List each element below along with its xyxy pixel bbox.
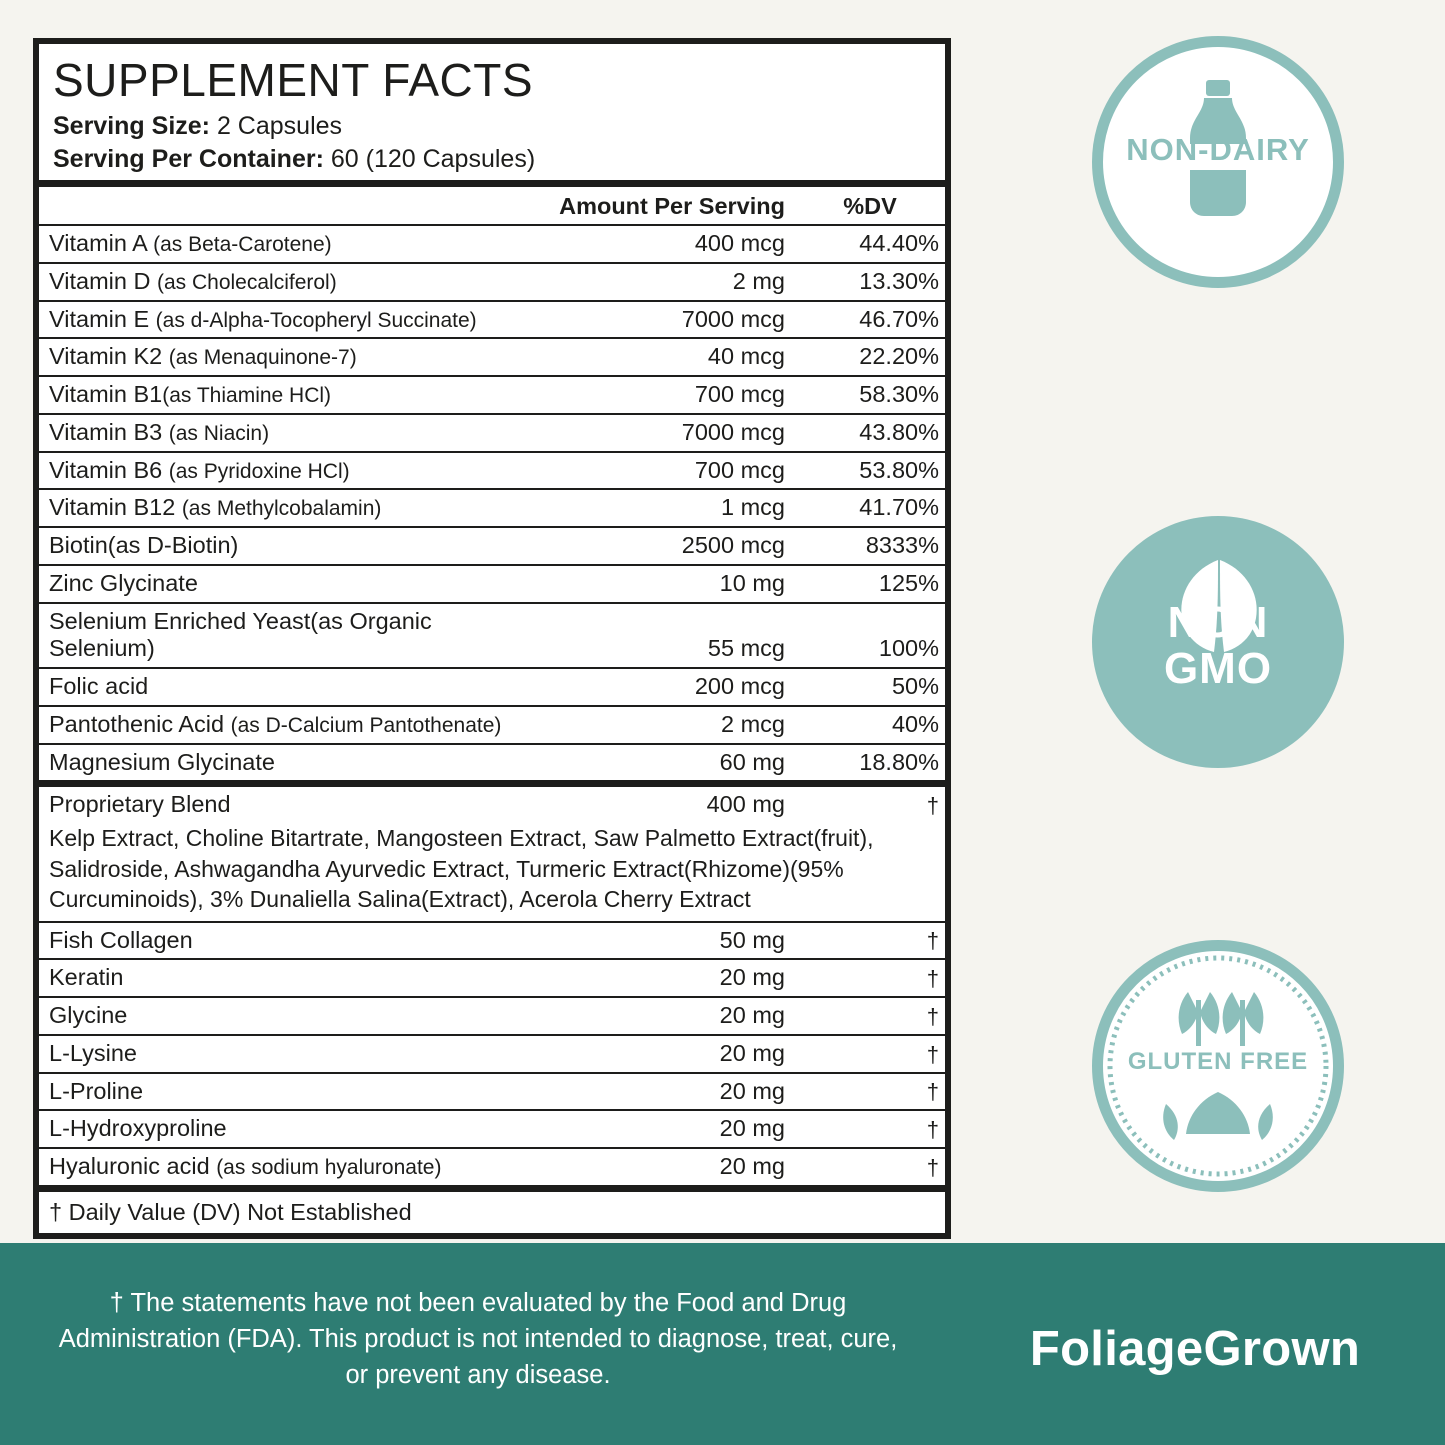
col-header-amount: Amount Per Serving [549,187,791,225]
nutrient-name [39,452,549,490]
nutrient-sub: (as Methylcobalamin) [181,497,382,521]
nutrient-label: Hyaluronic acid [49,1152,210,1179]
nutrient-dv: 44.40% [791,225,945,263]
table-row [39,263,945,301]
facts-header [39,44,945,187]
nutrient-name [39,959,549,997]
nutrient-label: Vitamin B12 [49,494,176,521]
blend-description: Kelp Extract, Choline Bitartrate, Mangosteen Extract, Saw Palmetto Extract(fruit), Salidroside, Ashwagandha Ayurvedic Extract, Turmeric Extract(Rhizome)(95% Curcuminoids), 3% Dunaliella Salina(Extract), Acerola Cherry Extract [39,821,945,922]
nutrient-name [39,1148,549,1188]
nutrient-name [39,301,549,339]
fda-disclaimer: † The statements have not been evaluated by the Food and Drug Administration (FDA). This product is not intended to diagnose, treat, cure, or prevent any disease. [58,1289,898,1390]
nutrient-label: Vitamin K2 [49,343,163,370]
blend-name: Proprietary Blend [39,784,549,821]
table-header-row [39,187,945,225]
nutrient-name [39,706,549,744]
table-row [39,1073,945,1111]
serving-size-line [53,110,931,143]
nutrient-dv: 100% [791,603,945,668]
nutrient-dv: 58.30% [791,376,945,414]
nutrient-label: Pantothenic Acid [49,710,225,737]
nutrient-dv: 53.80% [791,452,945,490]
nutrient-amount: 10 mg [549,565,791,603]
proprietary-blend-row [39,784,945,821]
nutrition-table [39,187,945,1233]
nutrient-name [39,922,549,960]
nutrient-amount: 700 mcg [549,452,791,490]
nutrient-amount: 20 mg [549,1110,791,1148]
footnote-text: † Daily Value (DV) Not Established [39,1188,945,1233]
badge-gluten-free [1092,940,1344,1192]
table-row [39,338,945,376]
nutrient-dv: 125% [791,565,945,603]
nutrient-amount: 400 mcg [549,225,791,263]
nutrient-dv: † [791,1148,945,1188]
nutrient-amount: 20 mg [549,1035,791,1073]
nutrient-label: Fish Collagen [49,926,193,953]
serving-per-container-value: 60 (120 Capsules) [330,145,536,174]
page-title: SUPPLEMENT FACTS [53,54,534,106]
badge-label: GLUTEN FREE [1127,1048,1309,1075]
nutrient-amount: 20 mg [549,959,791,997]
nutrient-amount: 2500 mcg [549,527,791,565]
table-row [39,706,945,744]
nutrient-amount: 20 mg [549,1148,791,1188]
nutrient-name [39,1035,549,1073]
footer-band [0,1243,1445,1445]
nutrient-name [39,376,549,414]
badge-non-dairy [1092,36,1344,288]
nutrient-name [39,1110,549,1148]
nutrient-name [39,263,549,301]
nutrient-dv: 40% [791,706,945,744]
proprietary-blend-description-row [39,821,945,922]
nutrient-label: Keratin [49,964,124,991]
table-row [39,414,945,452]
table-row [39,744,945,784]
nutrient-amount: 7000 mcg [549,414,791,452]
badge-non-gmo [1092,516,1344,768]
serving-per-container-label: Serving Per Container: [53,145,324,174]
nutrient-dv: 13.30% [791,263,945,301]
nutrient-amount: 2 mcg [549,706,791,744]
table-row [39,997,945,1035]
table-row [39,603,945,668]
table-row [39,452,945,490]
serving-per-container-line [53,143,931,176]
nutrient-dv: † [791,959,945,997]
nutrient-sub: (as Beta-Carotene) [153,233,332,257]
nutrient-name [39,997,549,1035]
nutrient-sub: (as d-Alpha-Tocopheryl Succinate) [155,308,477,332]
nutrient-name [39,489,549,527]
table-row [39,301,945,339]
footnote-row [39,1188,945,1233]
nutrient-amount: 200 mcg [549,668,791,706]
nutrient-dv: † [791,922,945,960]
table-row [39,1110,945,1148]
nutrient-dv: 22.20% [791,338,945,376]
nutrient-amount: 20 mg [549,1073,791,1111]
nutrient-amount: 1 mcg [549,489,791,527]
nutrient-amount: 2 mg [549,263,791,301]
brand-name: FoliageGrown [1029,1322,1361,1376]
serving-size-label: Serving Size: [53,112,210,141]
supplement-facts-panel [33,38,951,1239]
nutrient-label: Glycine [49,1002,128,1029]
nutrient-amount: 700 mcg [549,376,791,414]
table-row [39,489,945,527]
nutrient-dv: 18.80% [791,744,945,784]
nutrient-label: Selenium Enriched Yeast(as Organic Selenium) [49,607,432,662]
nutrient-sub: (as Niacin) [168,421,270,445]
nutrient-label: Vitamin D [49,267,151,294]
nutrient-dv: † [791,1110,945,1148]
blend-dv: † [791,784,945,821]
nutrient-label: L-Lysine [49,1039,137,1066]
nutrient-label: Vitamin B1 [49,381,163,408]
nutrient-amount: 60 mg [549,744,791,784]
nutrient-name [39,414,549,452]
nutrient-sub: (as D-Calcium Pantothenate) [230,713,502,737]
table-row [39,527,945,565]
nutrient-sub: (as Menaquinone-7) [168,346,357,370]
nutrient-label: Vitamin E [49,305,150,332]
nutrient-dv: 43.80% [791,414,945,452]
nutrient-label: L-Proline [49,1077,144,1104]
nutrient-dv: 46.70% [791,301,945,339]
nutrient-sub: (as sodium hyaluronate) [216,1155,442,1179]
nutrient-label: L-Hydroxyproline [49,1115,227,1142]
nutrient-name [39,668,549,706]
nutrient-amount: 50 mg [549,922,791,960]
table-row [39,1148,945,1188]
nutrient-name [39,1073,549,1111]
nutrient-amount: 55 mcg [549,603,791,668]
table-row [39,376,945,414]
badge-label: NON-DAIRY [1126,132,1310,167]
nutrient-name [39,744,549,784]
nutrient-label: Magnesium Glycinate [49,748,275,775]
nutrient-dv: 41.70% [791,489,945,527]
table-row [39,1035,945,1073]
nutrient-label: Biotin(as D-Biotin) [49,532,239,559]
nutrient-name [39,225,549,263]
badge-label [1092,600,1344,692]
nutrient-sub: (as Cholecalciferol) [156,270,337,294]
col-header-name [39,187,549,225]
nutrient-name [39,565,549,603]
nutrient-label: Vitamin A [49,230,147,257]
nutrient-label: Vitamin B6 [49,456,163,483]
nutrient-dv: 8333% [791,527,945,565]
table-row [39,922,945,960]
nutrient-amount: 40 mcg [549,338,791,376]
nutrient-dv: † [791,1035,945,1073]
nutrient-sub: (as Pyridoxine HCl) [168,459,350,483]
nutrient-dv: † [791,997,945,1035]
nutrient-sub: (as Thiamine HCl) [162,384,332,408]
badge-label-line1: NON [1167,598,1269,647]
nutrient-label: Folic acid [49,673,149,700]
table-row [39,225,945,263]
badge-label-line2: GMO [1163,644,1273,694]
table-row [39,959,945,997]
col-header-dv: %DV [791,187,945,225]
nutrient-name [39,603,549,668]
nutrient-dv: † [791,1073,945,1111]
table-row [39,668,945,706]
nutrient-name [39,527,549,565]
nutrient-amount: 20 mg [549,997,791,1035]
nutrient-amount: 7000 mcg [549,301,791,339]
table-row [39,565,945,603]
nutrient-label: Zinc Glycinate [49,569,198,596]
nutrient-label: Vitamin B3 [49,418,163,445]
blend-amount: 400 mg [549,784,791,821]
serving-size-value: 2 Capsules [216,112,343,141]
nutrient-dv: 50% [791,668,945,706]
nutrient-name [39,338,549,376]
